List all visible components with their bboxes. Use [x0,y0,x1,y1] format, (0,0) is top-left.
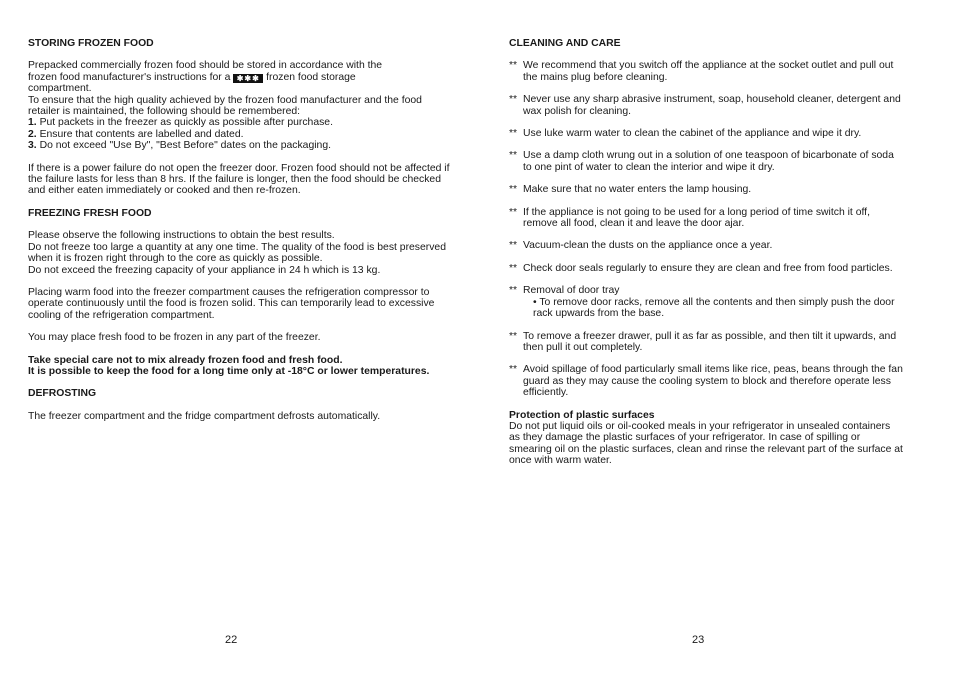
list-text: Check door seals regularly to ensure they are clean and free from food particles. [523,262,893,274]
list-text: If the appliance is not going to be used for a long period of time switch it off, remove all food, clean it and leave the door ajar. [523,206,870,230]
list-item [509,207,904,230]
list-item [509,150,904,173]
list-item [509,263,904,274]
drawer-item [509,331,904,354]
list-text: Vacuum-clean the dusts on the appliance once a year. [523,240,773,252]
list-number: 2. [28,128,37,140]
door-tray-heading: Removal of door tray [523,285,620,297]
bullet-mark: ** [509,184,518,196]
plastic-paragraph: Do not put liquid oils or oil-cooked meals in your refrigerator in unsealed containers as they damage the plastic surfaces of your refrigerator. In case of spilling or smearing oil on the plastic surfaces, clean and rinse the relevant part of the surface at once with warm water. [509,420,903,467]
bullet-mark: ** [509,240,518,252]
door-tray-item [509,285,904,296]
bullet-mark: ** [509,128,518,140]
storing-text-c: frozen food storage [266,71,356,83]
storing-paragraph-2: To ensure that the high quality achieved by the frozen food manufacturer and the food retailer is maintained, the following should be remembered: [28,94,422,118]
list-item [509,240,904,251]
storing-heading: STORING FROZEN FOOD [28,38,154,49]
right-page [509,38,904,467]
bullet-mark: ** [509,60,518,72]
list-text: Never use any sharp abrasive instrument, soap, household cleaner, detergent and wax polish for cleaning. [523,94,901,117]
bullet-mark: ** [509,150,518,162]
freezing-paragraph-3: Do not exceed the freezing capacity of your appliance in 24 h which is 13 kg. [28,264,381,276]
warning-temperature: It is possible to keep the food for a long time only at -18°C or lower temperatures. [28,365,430,377]
storing-list [28,117,453,151]
list-item [509,94,904,117]
freezing-paragraph-5: You may place fresh food to be frozen in any part of the freezer. [28,332,321,344]
list-item [509,60,904,83]
freezing-heading: FREEZING FRESH FOOD [28,207,152,219]
page-number-right: 23 [692,634,705,646]
warning-mix-food: Take special care not to mix already frozen food and fresh food. [28,354,343,366]
freezing-paragraph-2: Do not freeze too large a quantity at any one time. The quality of the food is best preserved when it is frozen right through to the core as quickly as possible. [28,241,446,265]
storing-paragraph-1 [28,60,453,94]
list-text: We recommend that you switch off the appliance at the socket outlet and pull out the mains plug before cleaning. [523,60,894,83]
defrost-paragraph: The freezer compartment and the fridge compartment defrosts automatically. [28,410,381,422]
list-text: Do not exceed "Use By", "Best Before" dates on the packaging. [39,140,331,152]
freezing-paragraph-4: Placing warm food into the freezer compartment causes the refrigeration compressor to operate continuously until the food is frozen solid. This can temporarily lead to excessive cooling of the refrigeration compartment. [28,286,435,321]
drawer-text: To remove a freezer drawer, pull it as far as possible, and then tilt it upwards, and then pull it out completely. [523,330,897,353]
power-failure-paragraph: If there is a power failure do not open the freezer door. Frozen food should not be affected if the failure lasts for less than 8 hrs. If the failure is longer, then the food should be checked and either eaten immediately or cooked and then re-frozen. [28,162,450,197]
bullet-mark: ** [509,330,518,342]
page-number-left: 22 [225,634,238,646]
bullet-mark: ** [509,206,518,218]
spillage-item [509,364,904,398]
list-text: Put packets in the freezer as quickly as possible after purchase. [39,117,333,129]
list-item [28,117,453,128]
bullet-mark: ** [509,285,518,297]
bullet-mark: ** [509,262,518,274]
freezer-stars-icon: ✱✱✱ [233,74,263,83]
bullet-mark: ** [509,364,518,376]
freezing-paragraph-1: Please observe the following instructions to obtain the best results. [28,230,335,242]
list-item [509,128,904,139]
bullet-mark: ** [509,94,518,106]
list-number: 1. [28,117,37,129]
list-item [509,184,904,195]
storing-text-b: frozen food manufacturer's instructions for a [28,71,231,83]
defrost-heading: DEFROSTING [28,388,97,400]
list-text: Make sure that no water enters the lamp housing. [523,184,752,196]
storing-text-a: Prepacked commercially frozen food should be stored in accordance with the [28,60,383,72]
storing-text-d: compartment. [28,83,92,95]
list-text: Ensure that contents are labelled and dated. [39,128,244,140]
list-number: 3. [28,140,37,152]
list-text: Use a damp cloth wrung out in a solution of one teaspoon of bicarbonate of soda to one pint of water to clean the interior and wipe it dry. [523,150,894,173]
spillage-text: Avoid spillage of food particularly small items like rice, peas, beans through the fan guard as they may cause the cooling system to block and therefore operate less efficiently. [523,364,903,399]
cleaning-heading: CLEANING AND CARE [509,38,621,49]
list-text: Use luke warm water to clean the cabinet of the appliance and wipe it dry. [523,128,862,140]
left-page [28,38,453,422]
list-item [28,140,453,151]
plastic-heading: Protection of plastic surfaces [509,409,655,421]
list-item [28,129,453,140]
door-tray-instruction: • To remove door racks, remove all the contents and then simply push the door rack upwards from the base. [533,296,895,320]
